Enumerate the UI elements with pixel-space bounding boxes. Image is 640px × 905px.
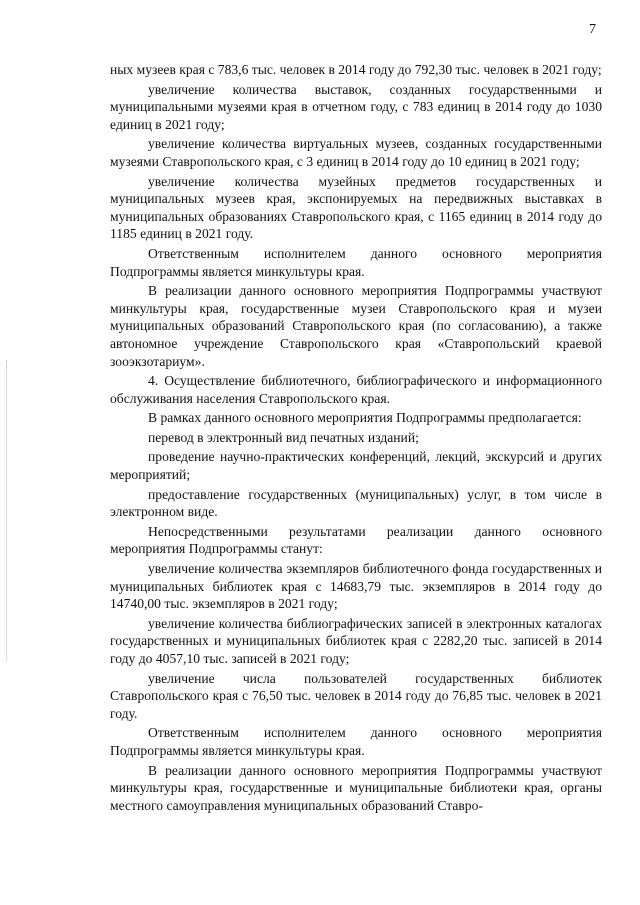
list-item: увеличение количества экземпляров библиотечного фонда государственных и муниципальных библиотек края с 14683,79 тыс. экземпляров в 2014 году до 14740,00 тыс. экземпляров в 2021 году; — [110, 561, 602, 612]
list-item: предоставление государственных (муниципальных) услуг, в том числе в электронном виде. — [110, 486, 602, 520]
paragraph: Ответственным исполнителем данного основного мероприятия Подпрограммы является минкультуры края. — [110, 725, 602, 758]
paragraph: ных музеев края с 783,6 тыс. человек в 2014 году до 792,30 тыс. человек в 2021 году; — [110, 62, 602, 77]
paragraph: увеличение количества виртуальных музеев, созданных государственными музеями Ставропольского края, с 3 единиц в 2014 году до 10 единиц в 2021 году; — [110, 136, 602, 169]
paragraph: Ответственным исполнителем данного основного мероприятия Подпрограммы является минкультуры края. — [110, 245, 602, 279]
paragraph: Непосредственными результатами реализации данного основного мероприятия Подпрограммы станут: — [110, 523, 602, 557]
list-item: увеличение числа пользователей государственных библиотек Ставропольского края с 76,50 тыс. человек в 2014 году до 76,85 тыс. человек в 2021 году. — [110, 670, 602, 721]
page-number: 7 — [589, 22, 596, 37]
paragraph: В реализации данного основного мероприятия Подпрограммы участвуют минкультуры края, государственные и муниципальные библиотеки края, органы местного самоуправления муниципальных образований Ставро- — [110, 762, 602, 813]
list-item: увеличение количества библиографических записей в электронных каталогах государственных и муниципальных библиотек края с 2282,20 тыс. записей в 2014 году до 4057,10 тыс. записей в 2021 году; — [110, 615, 602, 666]
paragraph: увеличение количества выставок, созданных государственными и муниципальными музеями края в отчетном году, с 783 единиц в 2014 году до 1030 единиц в 2021 году; — [110, 81, 602, 132]
document-body — [110, 61, 602, 816]
paragraph: В реализации данного основного мероприятия Подпрограммы участвуют минкультуры края, государственные музеи Ставропольского края и музеи муниципальных образований Ставропольского края (по согласованию), а также автономное учреждение Ставропольского края «Ставропольский краевой зооэкзотариум». — [110, 283, 602, 369]
section-heading: 4. Осуществление библиотечного, библиографического и информационного обслуживания населения Ставропольского края. — [110, 373, 602, 406]
margin-scan-artifact — [6, 360, 9, 660]
list-item: проведение научно-практических конференций, лекций, экскурсий и других мероприятий; — [110, 449, 602, 483]
paragraph: увеличение количества музейных предметов государственных и муниципальных музеев края, экспонируемых на передвижных выставках в муниципальных образованиях Ставропольского края, с 1165 единиц в 2014 году до 1185 единиц в 2021 году. — [110, 173, 602, 242]
paragraph: В рамках данного основного мероприятия Подпрограммы предполагается: — [148, 410, 582, 426]
list-item: перевод в электронный вид печатных изданий; — [148, 429, 419, 445]
